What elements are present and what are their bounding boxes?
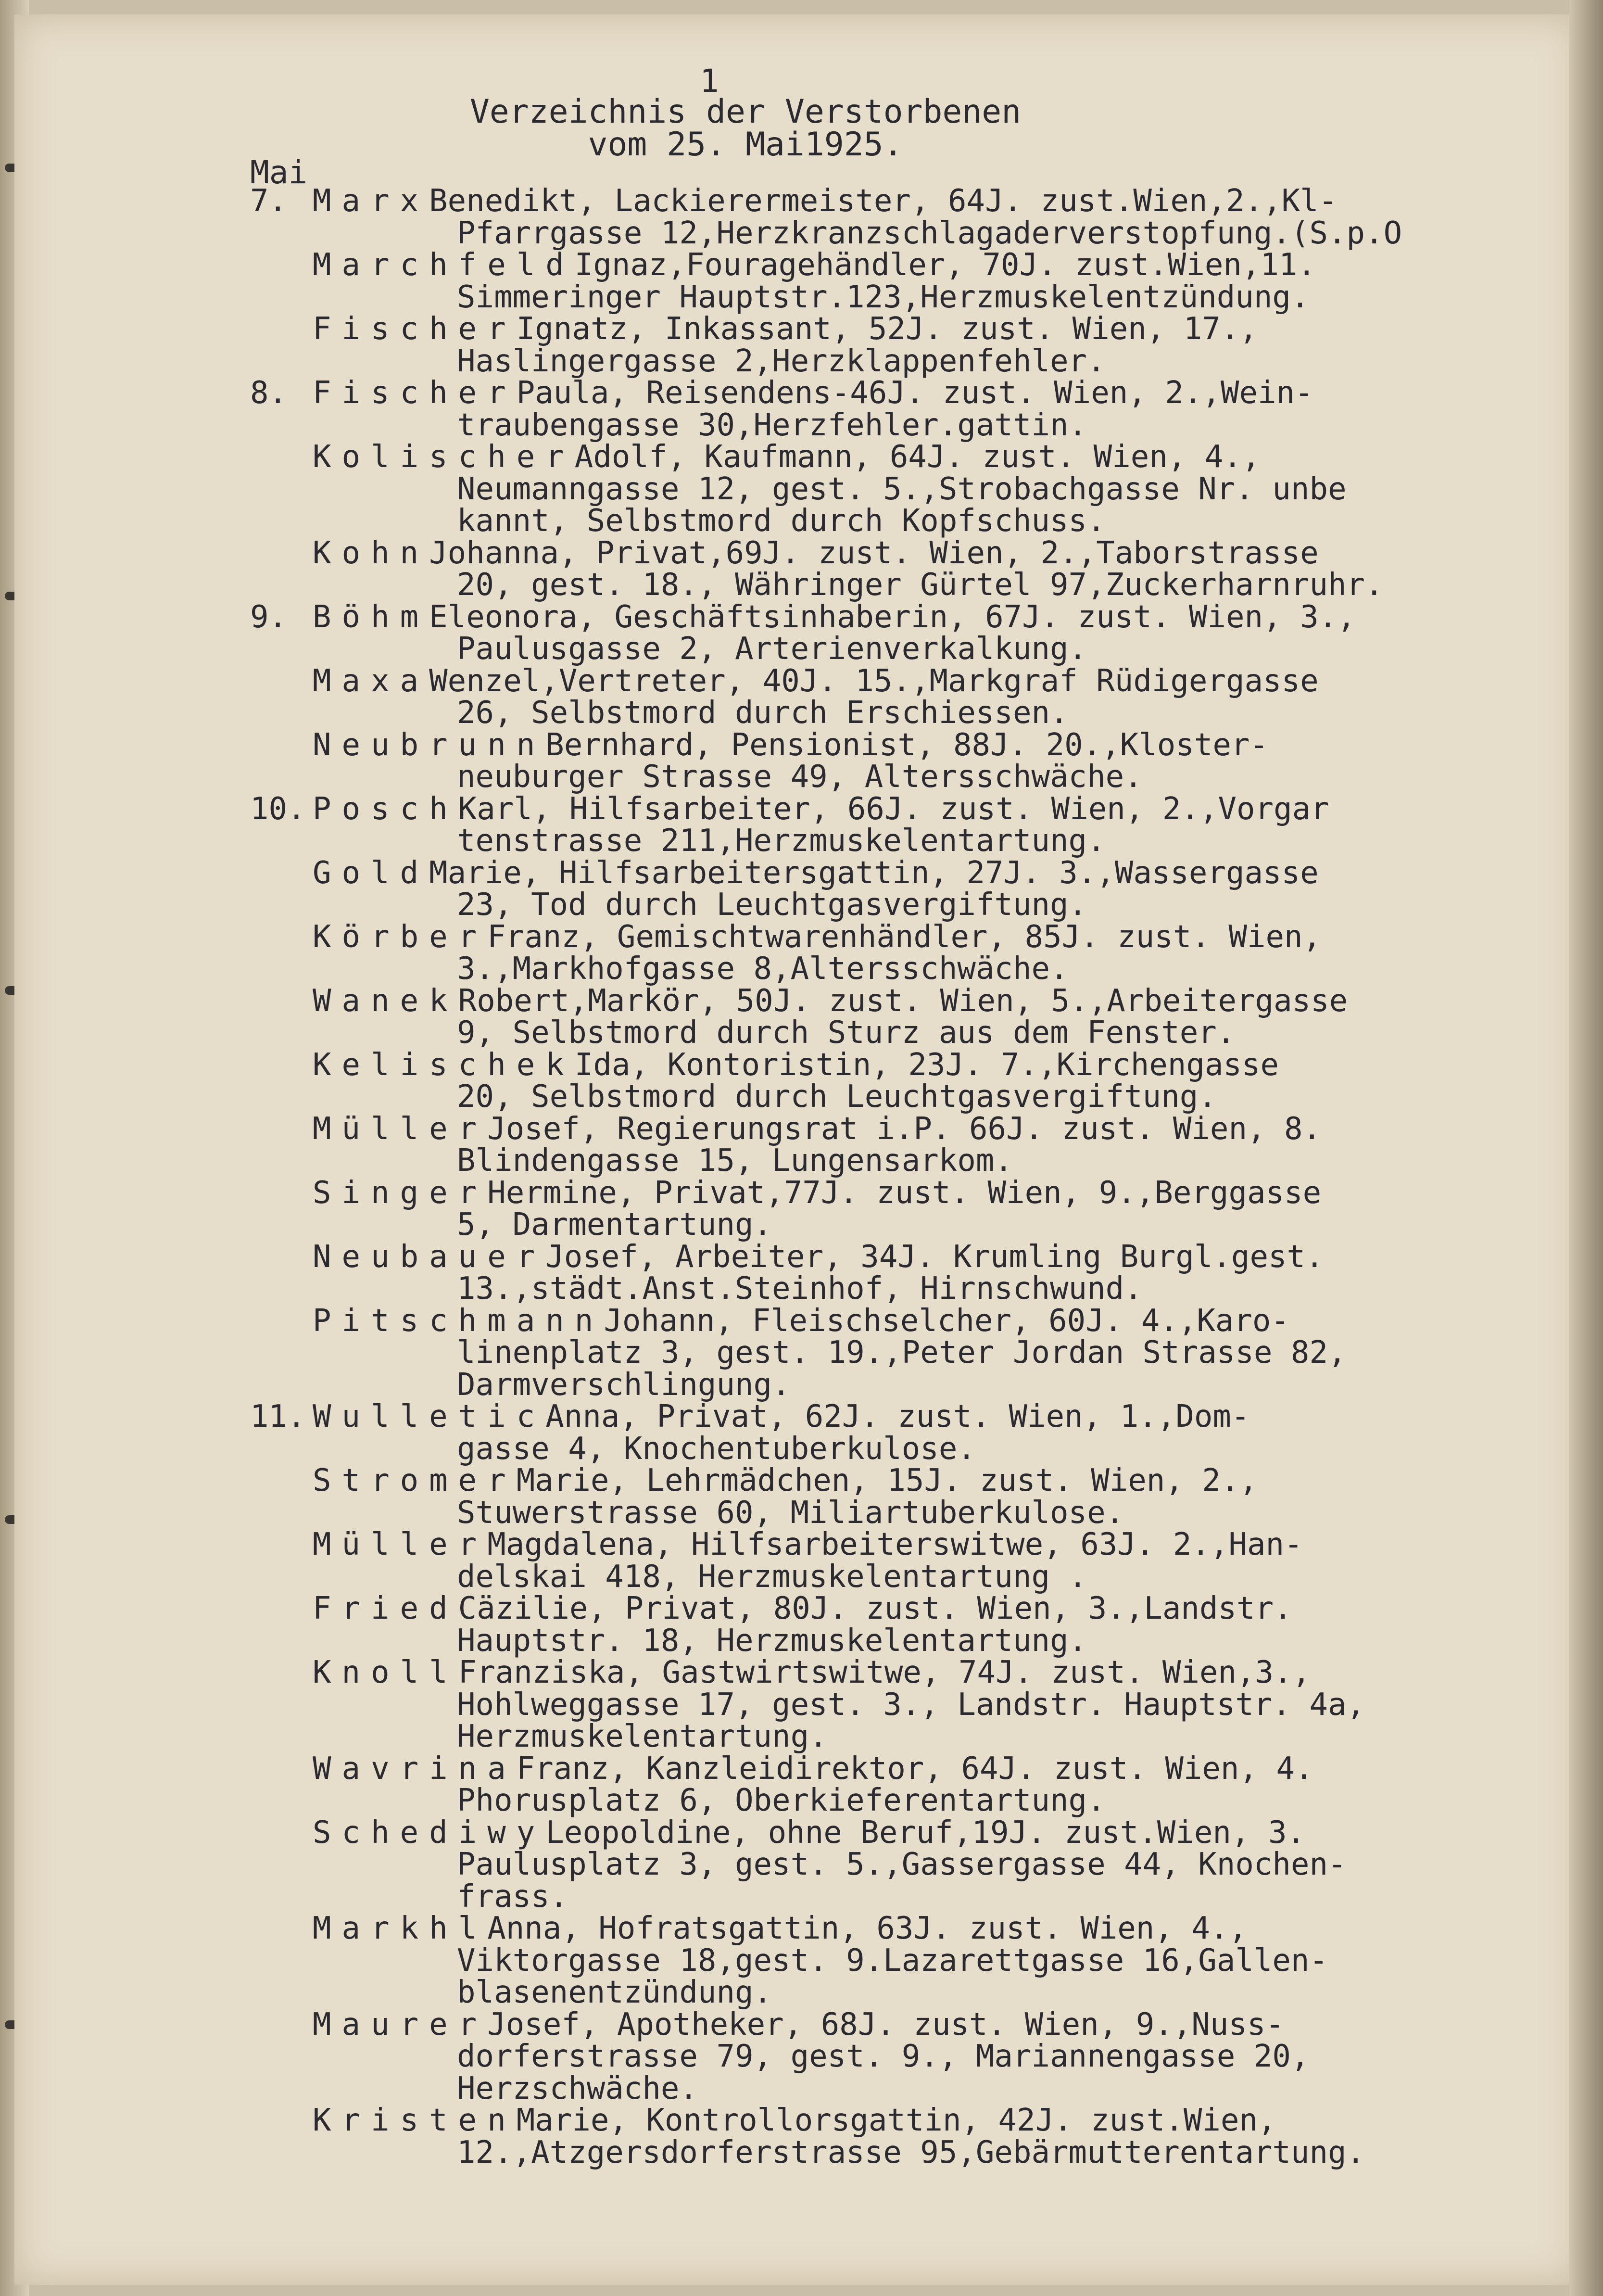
document-date: vom 25. Mai1925. bbox=[588, 126, 903, 164]
entry-first-line bbox=[250, 1753, 1510, 1785]
entry-continuation-line: frass. bbox=[457, 1878, 568, 1915]
month-label: Mai bbox=[250, 154, 308, 191]
register-entry bbox=[250, 1465, 1510, 1529]
register-entry bbox=[250, 1913, 1510, 2009]
entry-day: 9. bbox=[250, 599, 288, 635]
entry-details: Franz, Kanzleidirektor, 64J. zust. Wien, 4. bbox=[516, 1751, 1313, 1787]
entry-first-line bbox=[250, 1657, 1510, 1689]
entry-surname: Pitschmann bbox=[313, 1303, 604, 1339]
entry-surname: Markhl bbox=[313, 1911, 488, 1946]
register-entry bbox=[250, 2105, 1510, 2169]
entry-first-line bbox=[250, 601, 1510, 634]
entry-first-line bbox=[250, 537, 1510, 570]
entry-surname: Marx bbox=[313, 183, 429, 219]
entry-surname: Fischer bbox=[313, 311, 517, 347]
entry-details: Johann, Fleischselcher, 60J. 4.,Karo- bbox=[604, 1303, 1289, 1339]
entry-continuation-line: linenplatz 3, gest. 19.,Peter Jordan Strasse 82, bbox=[457, 1335, 1347, 1370]
register-entry bbox=[250, 1657, 1510, 1753]
entry-continuation-line: neuburger Strasse 49, Altersschwäche. bbox=[457, 759, 1143, 795]
entry-first-line bbox=[250, 2006, 1510, 2042]
entry-surname: Körber bbox=[313, 919, 488, 955]
entry-first-line bbox=[250, 2105, 1510, 2137]
entry-continuation-line: 26, Selbstmord durch Erschiessen. bbox=[457, 695, 1069, 731]
entry-continuation-line: traubengasse 30,Herzfehler.gattin. bbox=[457, 407, 1087, 443]
entry-surname: Knoll bbox=[313, 1655, 458, 1690]
entry-surname: Fischer bbox=[313, 375, 517, 411]
entry-continuation-line: 3.,Markhofgasse 8,Altersschwäche. bbox=[457, 951, 1069, 987]
entry-continuation-line: 12.,Atzgersdorferstrasse 95,Gebärmutterentartung. bbox=[457, 2134, 1365, 2170]
entry-details: Franziska, Gastwirtswitwe, 74J. zust. Wien,3., bbox=[458, 1655, 1311, 1690]
entry-details: Magdalena, Hilfsarbeiterswitwe, 63J. 2.,Han- bbox=[487, 1527, 1303, 1562]
entry-continuation-line: delskai 418, Herzmuskelentartung . bbox=[457, 1559, 1087, 1595]
entry-first-line bbox=[250, 793, 1510, 825]
entry-details: Anna, Hofratsgattin, 63J. zust. Wien, 4., bbox=[487, 1911, 1247, 1946]
entry-details: Cäzilie, Privat, 80J. zust. Wien, 3.,Landstr. bbox=[458, 1591, 1292, 1626]
death-register-list bbox=[250, 185, 1510, 2169]
entry-first-line bbox=[250, 249, 1510, 281]
entry-continuation-line: Stuwerstrasse 60, Miliartuberkulose. bbox=[457, 1495, 1124, 1531]
entry-surname: Schediwy bbox=[313, 1814, 546, 1851]
entry-continuation-line: Phorusplatz 6, Oberkieferentartung. bbox=[457, 1783, 1106, 1818]
entry-details: Adolf, Kaufmann, 64J. zust. Wien, 4., bbox=[574, 439, 1261, 475]
entry-details: Franz, Gemischtwarenhändler, 85J. zust. Wien, bbox=[487, 919, 1322, 955]
register-entry bbox=[250, 921, 1510, 985]
register-entry bbox=[250, 377, 1510, 441]
entry-day: 7. bbox=[250, 183, 288, 219]
entry-details: Johanna, Privat,69J. zust. Wien, 2.,Taborstrasse bbox=[429, 535, 1319, 571]
entry-details: Ignatz, Inkassant, 52J. zust. Wien, 17., bbox=[516, 311, 1258, 347]
register-entry bbox=[250, 1177, 1510, 1241]
register-entry bbox=[250, 729, 1510, 793]
entry-first-line bbox=[250, 1305, 1510, 1337]
register-entry bbox=[250, 2006, 1510, 2106]
entry-surname: Posch bbox=[313, 791, 458, 827]
entry-continuation-line: Hauptstr. 18, Herzmuskelentartung. bbox=[457, 1623, 1087, 1659]
entry-surname: Fried bbox=[313, 1591, 458, 1626]
entry-continuation-line: 9, Selbstmord durch Sturz aus dem Fenster. bbox=[457, 1015, 1236, 1051]
entry-surname: Kolischer bbox=[313, 439, 575, 475]
register-entry bbox=[250, 665, 1510, 729]
entry-first-line bbox=[250, 1049, 1510, 1081]
entry-first-line bbox=[250, 921, 1510, 953]
register-entry bbox=[250, 185, 1510, 249]
entry-details: Wenzel,Vertreter, 40J. 15.,Markgraf Rüdigergasse bbox=[429, 663, 1319, 699]
entry-continuation-line: 20, Selbstmord durch Leuchtgasvergiftung. bbox=[457, 1079, 1217, 1115]
register-entry bbox=[250, 985, 1510, 1049]
register-entry bbox=[250, 1753, 1510, 1817]
entry-first-line bbox=[250, 985, 1510, 1017]
entry-continuation-line: 5, Darmentartung. bbox=[457, 1207, 772, 1243]
entry-surname: Böhm bbox=[313, 599, 429, 635]
register-entry bbox=[250, 1529, 1510, 1593]
entry-details: Eleonora, Geschäftsinhaberin, 67J. zust. Wien, 3., bbox=[429, 599, 1356, 635]
entry-surname: Neubauer bbox=[313, 1239, 546, 1275]
entry-first-line bbox=[250, 1529, 1510, 1561]
entry-first-line bbox=[250, 1401, 1510, 1433]
entry-continuation-line: Hohlweggasse 17, gest. 3., Landstr. Hauptstr. 4a, bbox=[457, 1687, 1365, 1723]
register-entry bbox=[250, 1113, 1510, 1177]
entry-details: Marie, Lehrmädchen, 15J. zust. Wien, 2., bbox=[516, 1463, 1258, 1498]
entry-continuation-line: Darmverschlingung. bbox=[457, 1367, 791, 1403]
entry-surname: Neubrunn bbox=[313, 727, 546, 763]
entry-details: Anna, Privat, 62J. zust. Wien, 1.,Dom- bbox=[545, 1399, 1250, 1434]
entry-details: Marie, Hilfsarbeitersgattin, 27J. 3.,Wassergasse bbox=[429, 855, 1319, 891]
register-entry bbox=[250, 313, 1510, 377]
entry-day: 11. bbox=[250, 1399, 306, 1434]
entry-details: Karl, Hilfsarbeiter, 66J. zust. Wien, 2.,Vorgar bbox=[458, 791, 1329, 827]
entry-continuation-line: Paulusgasse 2, Arterienverkalkung. bbox=[457, 631, 1087, 667]
entry-details: Robert,Markör, 50J. zust. Wien, 5.,Arbeitergasse bbox=[458, 983, 1348, 1019]
entry-surname: Kelischek bbox=[313, 1047, 575, 1083]
entry-surname: Kristen bbox=[313, 2103, 517, 2138]
entry-first-line bbox=[250, 1814, 1510, 1851]
entry-first-line bbox=[250, 377, 1510, 409]
page-number: 1 bbox=[700, 63, 719, 100]
entry-day: 8. bbox=[250, 375, 288, 411]
entry-details: Josef, Regierungsrat i.P. 66J. zust. Wien, 8. bbox=[487, 1111, 1322, 1147]
register-entry bbox=[250, 1305, 1510, 1401]
entry-surname: Stromer bbox=[313, 1463, 517, 1498]
document-title: Verzeichnis der Verstorbenen bbox=[469, 93, 1022, 131]
entry-continuation-line: kannt, Selbstmord durch Kopfschuss. bbox=[457, 503, 1106, 539]
entry-details: Josef, Arbeiter, 34J. Krumling Burgl.gest. bbox=[545, 1239, 1324, 1275]
entry-surname: Singer bbox=[313, 1175, 488, 1211]
entry-continuation-line: Viktorgasse 18,gest. 9.Lazarettgasse 16,Gallen- bbox=[457, 1942, 1328, 1979]
entry-first-line bbox=[250, 1177, 1510, 1209]
entry-surname: Marchfeld bbox=[313, 247, 575, 283]
register-entry bbox=[250, 537, 1510, 601]
entry-details: Ignaz,Fouragehändler, 70J. zust.Wien,11. bbox=[574, 247, 1316, 283]
entry-details: Hermine, Privat,77J. zust. Wien, 9.,Berggasse bbox=[487, 1175, 1322, 1211]
page-edge bbox=[1569, 0, 1603, 2296]
entry-day: 10. bbox=[250, 791, 306, 827]
entry-continuation-line: 13.,städt.Anst.Steinhof, Hirnschwund. bbox=[457, 1271, 1143, 1307]
entry-continuation-line: Paulusplatz 3, gest. 5.,Gassergasse 44, Knochen- bbox=[457, 1847, 1347, 1882]
entry-continuation-line: Haslingergasse 2,Herzklappenfehler. bbox=[457, 343, 1106, 379]
register-entry bbox=[250, 857, 1510, 921]
entry-continuation-line: 23, Tod durch Leuchtgasvergiftung. bbox=[457, 887, 1087, 923]
entry-first-line bbox=[250, 313, 1510, 345]
entry-continuation-line: Neumanngasse 12, gest. 5.,Strobachgasse Nr. unbe bbox=[457, 471, 1347, 507]
entry-surname: Wanek bbox=[313, 983, 458, 1019]
entry-details: Ida, Kontoristin, 23J. 7.,Kirchengasse bbox=[574, 1047, 1279, 1083]
entry-surname: Wavrina bbox=[313, 1751, 517, 1787]
entry-continuation-line: tenstrasse 211,Herzmuskelentartung. bbox=[457, 823, 1106, 859]
entry-surname: Müller bbox=[313, 1527, 488, 1562]
entry-details: Josef, Apotheker, 68J. zust. Wien, 9.,Nuss- bbox=[487, 2006, 1285, 2042]
register-entry bbox=[250, 441, 1510, 537]
entry-details: Benedikt, Lackierermeister, 64J. zust.Wien,2.,Kl- bbox=[429, 183, 1338, 219]
entry-first-line bbox=[250, 441, 1510, 473]
entry-continuation-line: 20, gest. 18., Währinger Gürtel 97,Zuckerharnruhr. bbox=[457, 567, 1384, 603]
entry-first-line bbox=[250, 1241, 1510, 1273]
entry-continuation-line: gasse 4, Knochentuberkulose. bbox=[457, 1431, 976, 1467]
entry-first-line bbox=[250, 1465, 1510, 1497]
entry-details: Paula, Reisendens-46J. zust. Wien, 2.,Wein- bbox=[516, 375, 1313, 411]
entry-first-line bbox=[250, 1113, 1510, 1145]
entry-surname: Kohn bbox=[313, 535, 429, 571]
entry-surname: Maurer bbox=[313, 2006, 488, 2042]
entry-first-line bbox=[250, 857, 1510, 889]
entry-surname: Gold bbox=[313, 855, 429, 891]
entry-surname: Müller bbox=[313, 1111, 488, 1147]
entry-details: Marie, Kontrollorsgattin, 42J. zust.Wien, bbox=[516, 2103, 1276, 2138]
entry-continuation-line: Simmeringer Hauptstr.123,Herzmuskelentzündung. bbox=[457, 279, 1310, 315]
register-entry bbox=[250, 601, 1510, 665]
register-entry bbox=[250, 793, 1510, 857]
register-entry bbox=[250, 1593, 1510, 1657]
entry-surname: Wulletic bbox=[313, 1399, 546, 1434]
entry-continuation-line: dorferstrasse 79, gest. 9., Mariannengasse 20, bbox=[457, 2039, 1310, 2074]
entry-continuation-line: Pfarrgasse 12,Herzkranzschlagaderverstopfung.(S.p.O bbox=[457, 215, 1402, 251]
entry-first-line bbox=[250, 1913, 1510, 1945]
entry-continuation-line: blasenentzündung. bbox=[457, 1975, 772, 2010]
entry-first-line bbox=[250, 185, 1510, 217]
register-entry bbox=[250, 1814, 1510, 1915]
entry-continuation-line: Blindengasse 15, Lungensarkom. bbox=[457, 1143, 1013, 1179]
entry-first-line bbox=[250, 1593, 1510, 1625]
entry-details: Leopoldine, ohne Beruf,19J. zust.Wien, 3. bbox=[545, 1814, 1306, 1851]
entry-continuation-line: Herzmuskelentartung. bbox=[457, 1719, 828, 1754]
register-entry bbox=[250, 1241, 1510, 1305]
register-entry bbox=[250, 1401, 1510, 1465]
entry-continuation-line: Herzschwäche. bbox=[457, 2070, 698, 2106]
entry-first-line bbox=[250, 729, 1510, 761]
register-entry bbox=[250, 249, 1510, 313]
register-entry bbox=[250, 1049, 1510, 1113]
entry-first-line bbox=[250, 665, 1510, 698]
entry-surname: Maxa bbox=[313, 663, 429, 699]
entry-details: Bernhard, Pensionist, 88J. 20.,Kloster- bbox=[545, 727, 1268, 763]
